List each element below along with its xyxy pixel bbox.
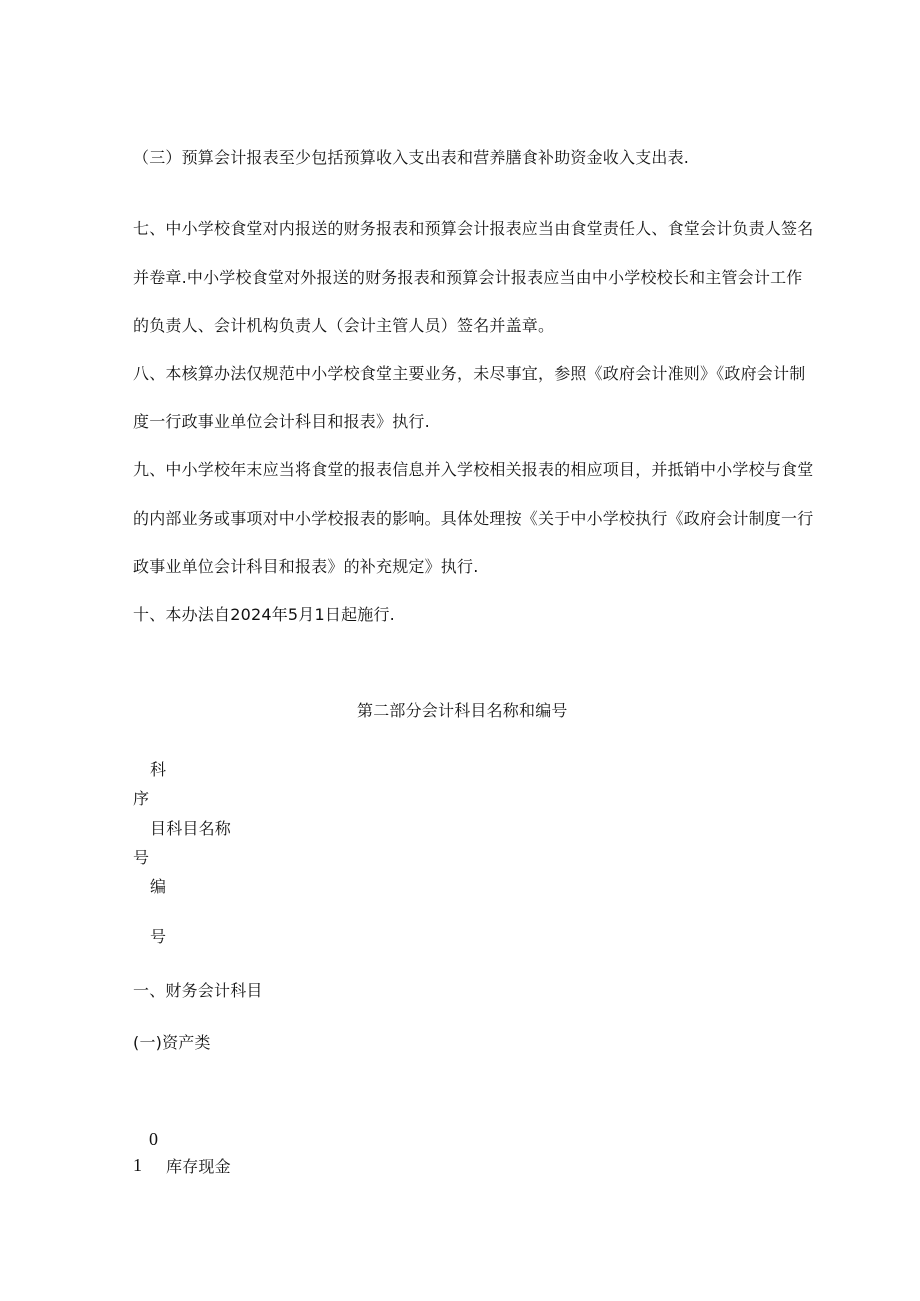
section-title: 一、财务会计科目	[133, 981, 263, 1000]
table-header-bian: 编	[150, 877, 167, 896]
paragraph-8-line-2: 度一行政事业单位会计科目和报表》执行.	[133, 412, 430, 431]
table-header-xu: 序	[133, 789, 150, 808]
paragraph-9-line-2: 的内部业务或事项对中小学校报表的影响。具体处理按《关于中小学校执行《政府会计制度一行	[133, 509, 814, 528]
entry-name: 库存现金	[166, 1157, 231, 1176]
paragraph-7-line-2: 并卷章.中小学校食堂对外报送的财务报表和预算会计报表应当由中小学校校长和主管会计工作	[133, 268, 803, 287]
paragraph-7-line-1: 七、中小学校食堂对内报送的财务报表和预算会计报表应当由食堂责任人、食堂会计负责人签名	[133, 219, 814, 238]
entry-index: 1	[133, 1155, 143, 1175]
table-header-hao-2: 号	[150, 927, 167, 946]
subsection-title: (一)资产类	[133, 1033, 211, 1052]
paragraph-10: 十、本办法自2024年5月1日起施行.	[133, 605, 395, 624]
table-header-hao: 号	[133, 848, 150, 867]
part-title: 第二部分会计科目名称和编号	[357, 701, 568, 720]
table-header-ke: 科	[150, 760, 167, 779]
paragraph-9-line-1: 九、中小学校年末应当将食堂的报表信息并入学校相关报表的相应项目，并抵销中小学校与食堂	[133, 460, 814, 479]
paragraph-9-line-3: 政事业单位会计科目和报表》的补充规定》执行.	[133, 557, 479, 576]
paragraph-report-items: （三）预算会计报表至少包括预算收入支出表和营养膳食补助资金收入支出表.	[133, 148, 690, 167]
table-header-subject-name: 目科目名称	[150, 819, 232, 838]
paragraph-8-line-1: 八、本核算办法仅规范中小学校食堂主要业务，未尽事宜，参照《政府会计准则》《政府会计制	[133, 364, 806, 383]
entry-code: 0	[149, 1129, 159, 1149]
paragraph-7-line-3: 的负责人、会计机构负责人（会计主管人员）签名并盖章。	[133, 316, 555, 335]
